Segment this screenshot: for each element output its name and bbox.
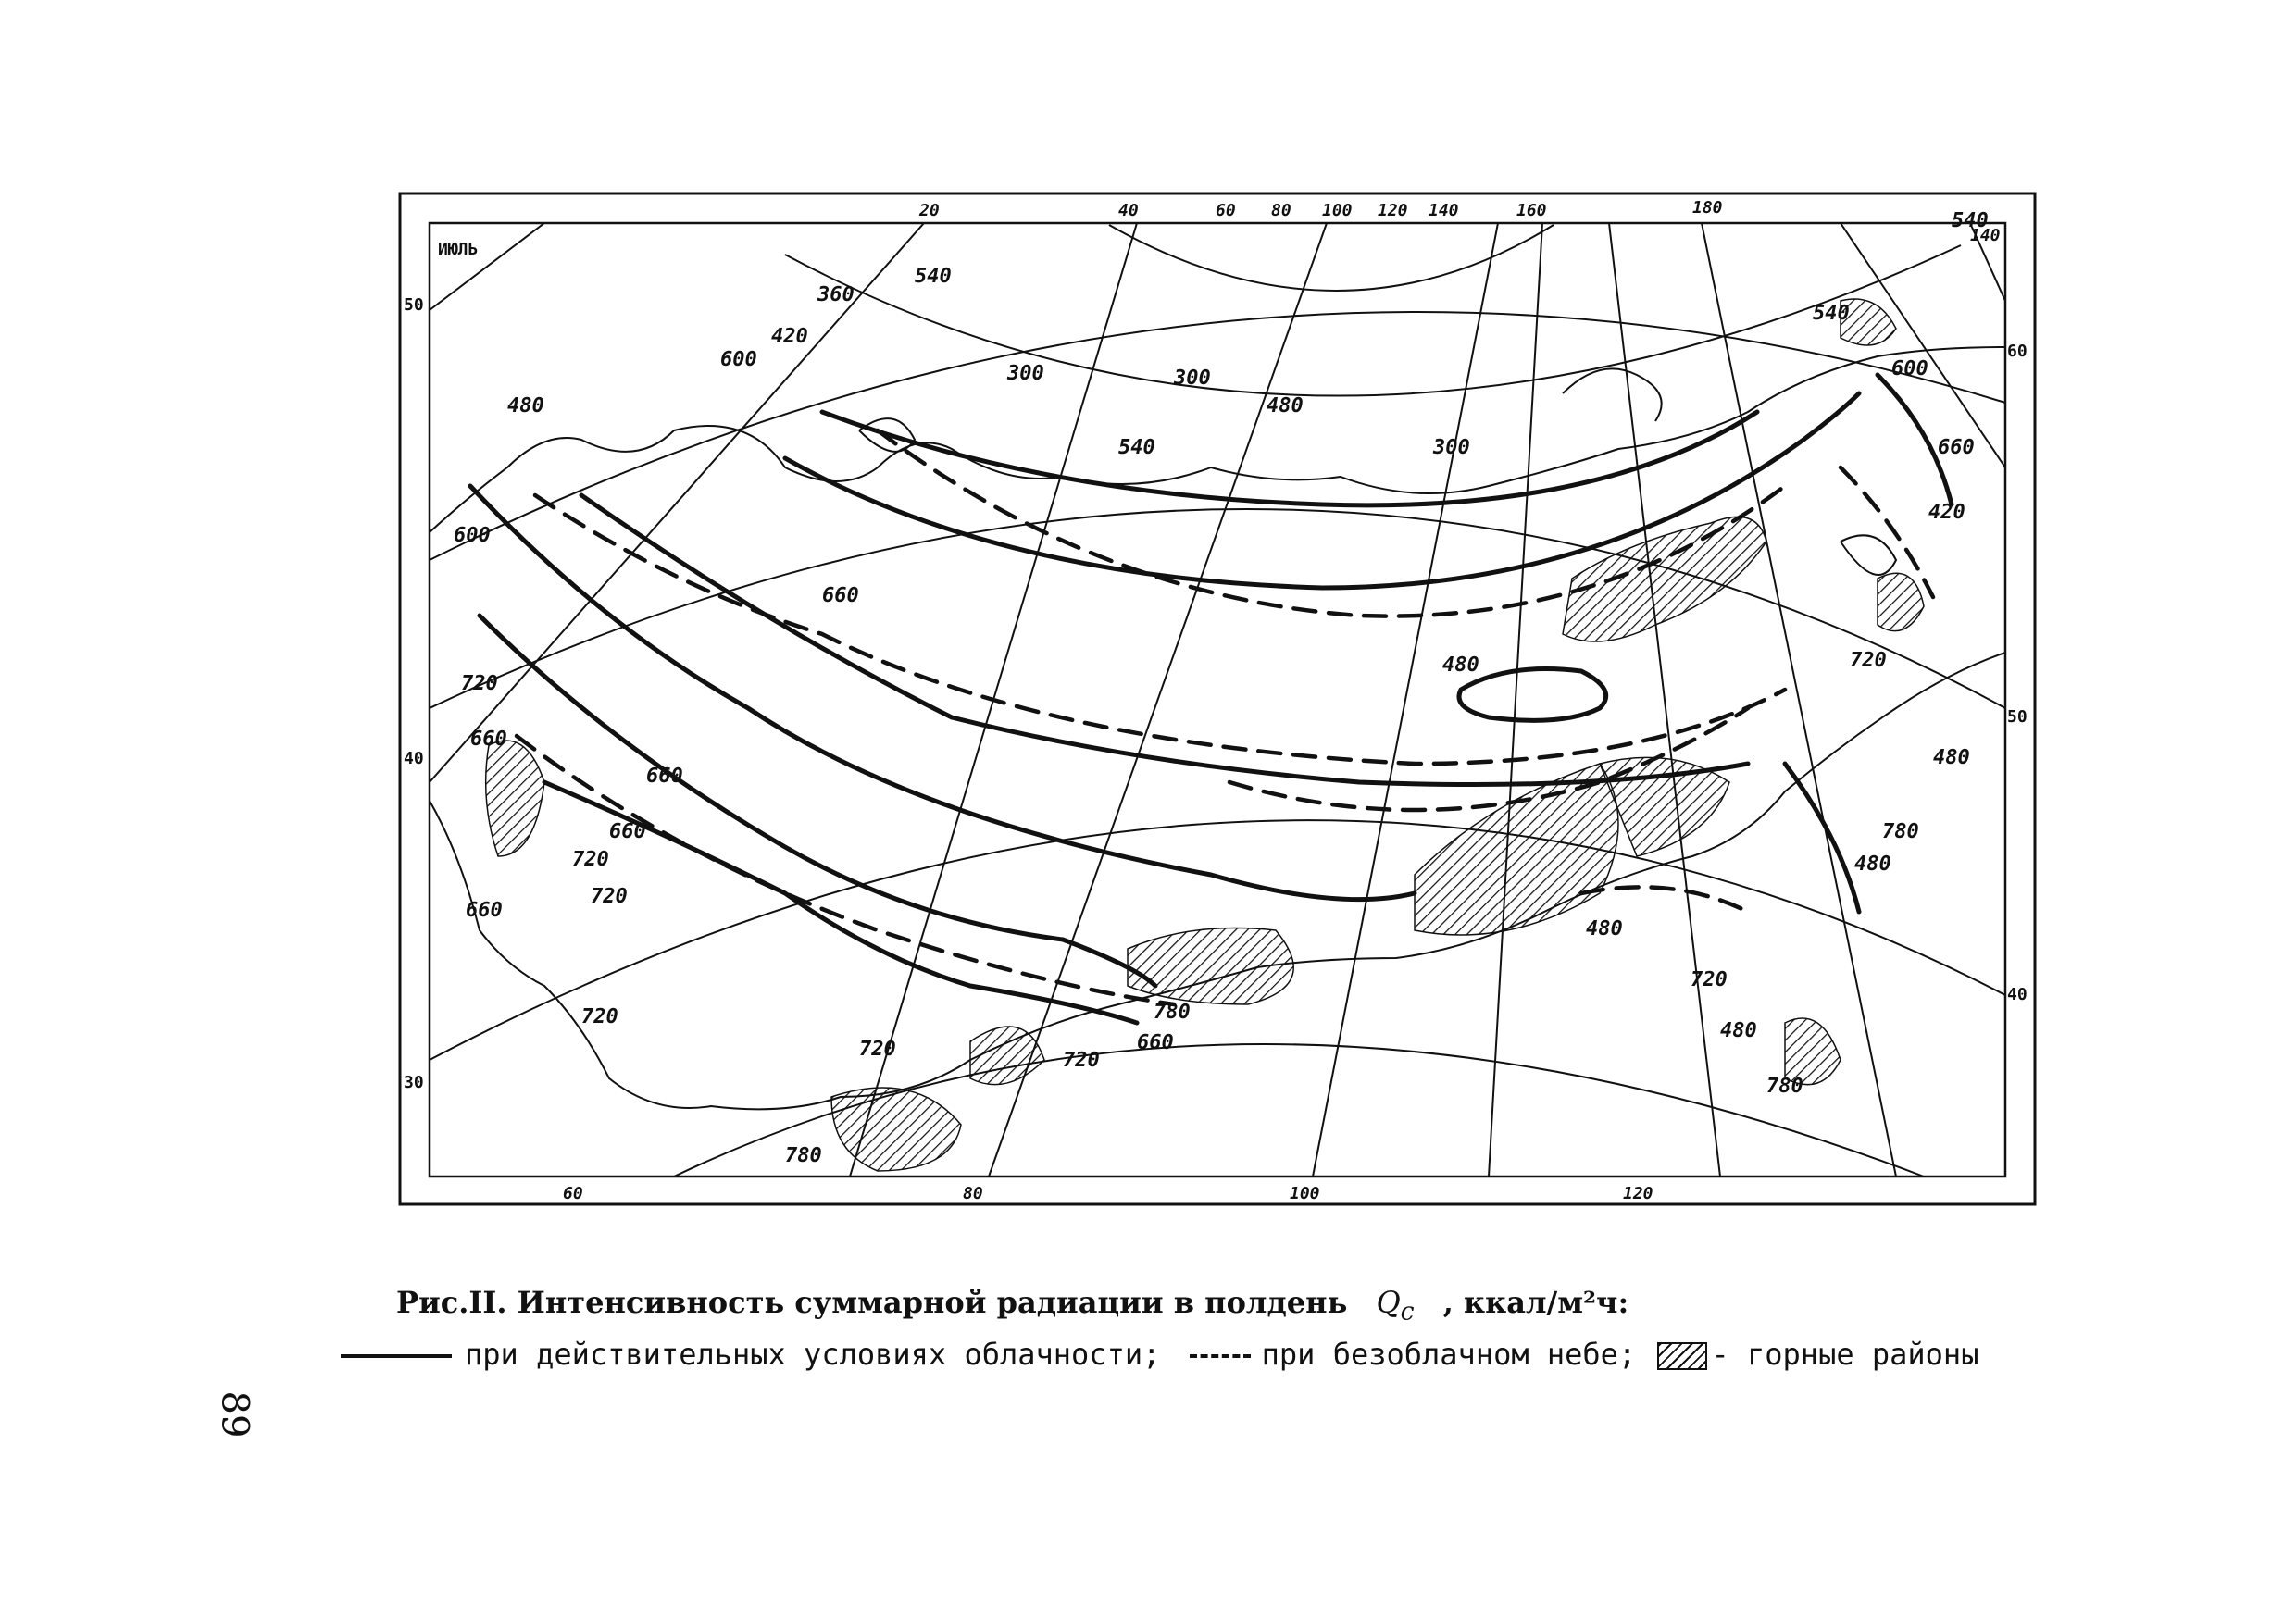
caption-title-line xyxy=(341,1281,2100,1333)
isoline-label: 420 xyxy=(771,325,808,348)
isoline-label: 480 xyxy=(1933,746,1970,769)
isoline-label: 660 xyxy=(466,899,503,922)
lat-label-left: 50 xyxy=(404,295,424,315)
isoline-label: 780 xyxy=(1766,1075,1803,1098)
lon-label-top: 160 xyxy=(1516,201,1547,220)
caption-title: Рис.II. Интенсивность суммарной радиации в полдень xyxy=(396,1285,1348,1320)
isoline-label: 660 xyxy=(470,728,507,751)
lon-label-top: 40 xyxy=(1118,201,1139,220)
lon-label-top: 80 xyxy=(1271,201,1292,220)
lon-label-bottom: 100 xyxy=(1290,1184,1320,1203)
lon-label-bottom: 80 xyxy=(963,1184,983,1203)
isoline-label: 480 xyxy=(1442,654,1479,677)
lon-label-bottom: 120 xyxy=(1623,1184,1653,1203)
mountain-regions xyxy=(486,299,1924,1171)
inner-frame xyxy=(430,223,2005,1177)
isoline-label: 420 xyxy=(1928,501,1965,524)
isoline-label: 660 xyxy=(1938,436,1975,459)
page-number: 89 xyxy=(213,1390,256,1438)
isoline-label: 540 xyxy=(915,265,952,288)
lon-label-top: 140 xyxy=(1429,201,1459,220)
isoline-label: 720 xyxy=(1063,1049,1100,1072)
isoline-label: 600 xyxy=(1891,357,1928,380)
isoline-label: 480 xyxy=(1720,1019,1757,1042)
isoline-label: 660 xyxy=(1137,1031,1174,1054)
caption-symbol: $Q_c$ xyxy=(1376,1285,1415,1326)
isoline-label: 720 xyxy=(591,885,628,908)
isoline-label: 720 xyxy=(1850,649,1887,672)
isolines-solid xyxy=(470,375,1952,1023)
lon-label-top: 100 xyxy=(1322,201,1353,220)
lat-label-left: 40 xyxy=(404,749,424,768)
lat-label-right: 50 xyxy=(2007,707,2028,727)
lon-label-top: 20 xyxy=(919,201,940,220)
isoline-label: 300 xyxy=(1433,436,1470,459)
isolines-dashed xyxy=(517,430,1933,1004)
isoline-label: 480 xyxy=(1586,917,1623,940)
isoline-label: 720 xyxy=(859,1038,896,1061)
figure-caption xyxy=(341,1281,2100,1376)
isoline-label: 660 xyxy=(609,820,646,843)
isoline-label: 480 xyxy=(1267,394,1304,417)
legend-solid-text: при действительных условиях облачности; xyxy=(465,1337,1161,1373)
isoline-label: 360 xyxy=(817,283,855,306)
graticule-meridians xyxy=(430,223,2005,1177)
isoline-label: 720 xyxy=(581,1005,618,1028)
map-frame xyxy=(396,190,2039,1208)
lon-label-top: 120 xyxy=(1378,201,1408,220)
month-label: ИЮЛЬ xyxy=(438,240,479,259)
legend-hatch-sample xyxy=(1657,1342,1707,1370)
lat-label-right: 60 xyxy=(2007,342,2028,361)
lon-label-top: 60 xyxy=(1216,201,1236,220)
isoline-label: 600 xyxy=(454,524,491,547)
isoline-label: 600 xyxy=(720,348,757,371)
map-labels xyxy=(404,198,2028,1203)
isoline-label: 300 xyxy=(1007,362,1044,385)
lon-label-top: 180 xyxy=(1692,198,1723,218)
graticule-parallels xyxy=(430,225,2005,1177)
legend-solid-line-sample xyxy=(341,1354,452,1358)
isoline-label: 480 xyxy=(507,394,544,417)
legend-dashed-line-sample xyxy=(1190,1354,1251,1358)
isoline-label: 720 xyxy=(572,848,609,871)
legend-dashed-text: при безоблачном небе; xyxy=(1261,1337,1637,1373)
isoline-label: 720 xyxy=(1691,968,1728,991)
lon-label-bottom: 60 xyxy=(563,1184,583,1203)
isoline-label: 780 xyxy=(1882,820,1919,843)
caption-legend-line xyxy=(341,1333,2100,1376)
isoline-label: 300 xyxy=(1174,367,1211,390)
isoline-label: 480 xyxy=(1854,853,1891,876)
isoline-label: 540 xyxy=(1118,436,1155,459)
isoline-label: 540 xyxy=(1952,209,1989,232)
isoline-label: 660 xyxy=(822,584,859,607)
lat-label-right: 40 xyxy=(2007,985,2028,1004)
isoline-label: 780 xyxy=(785,1144,822,1167)
legend-hatch-text: - горные районы xyxy=(1711,1337,1979,1373)
isoline-label: 660 xyxy=(646,765,683,788)
isoline-label: 720 xyxy=(461,672,498,695)
lon-label-top-right: 140 xyxy=(1970,226,2001,245)
isoline-label: 780 xyxy=(1154,1001,1191,1024)
isoline-label: 540 xyxy=(1813,302,1850,325)
caption-units: , ккал/м²ч: xyxy=(1442,1285,1629,1320)
lat-label-left: 30 xyxy=(404,1073,424,1092)
isoline-map xyxy=(396,190,2039,1208)
